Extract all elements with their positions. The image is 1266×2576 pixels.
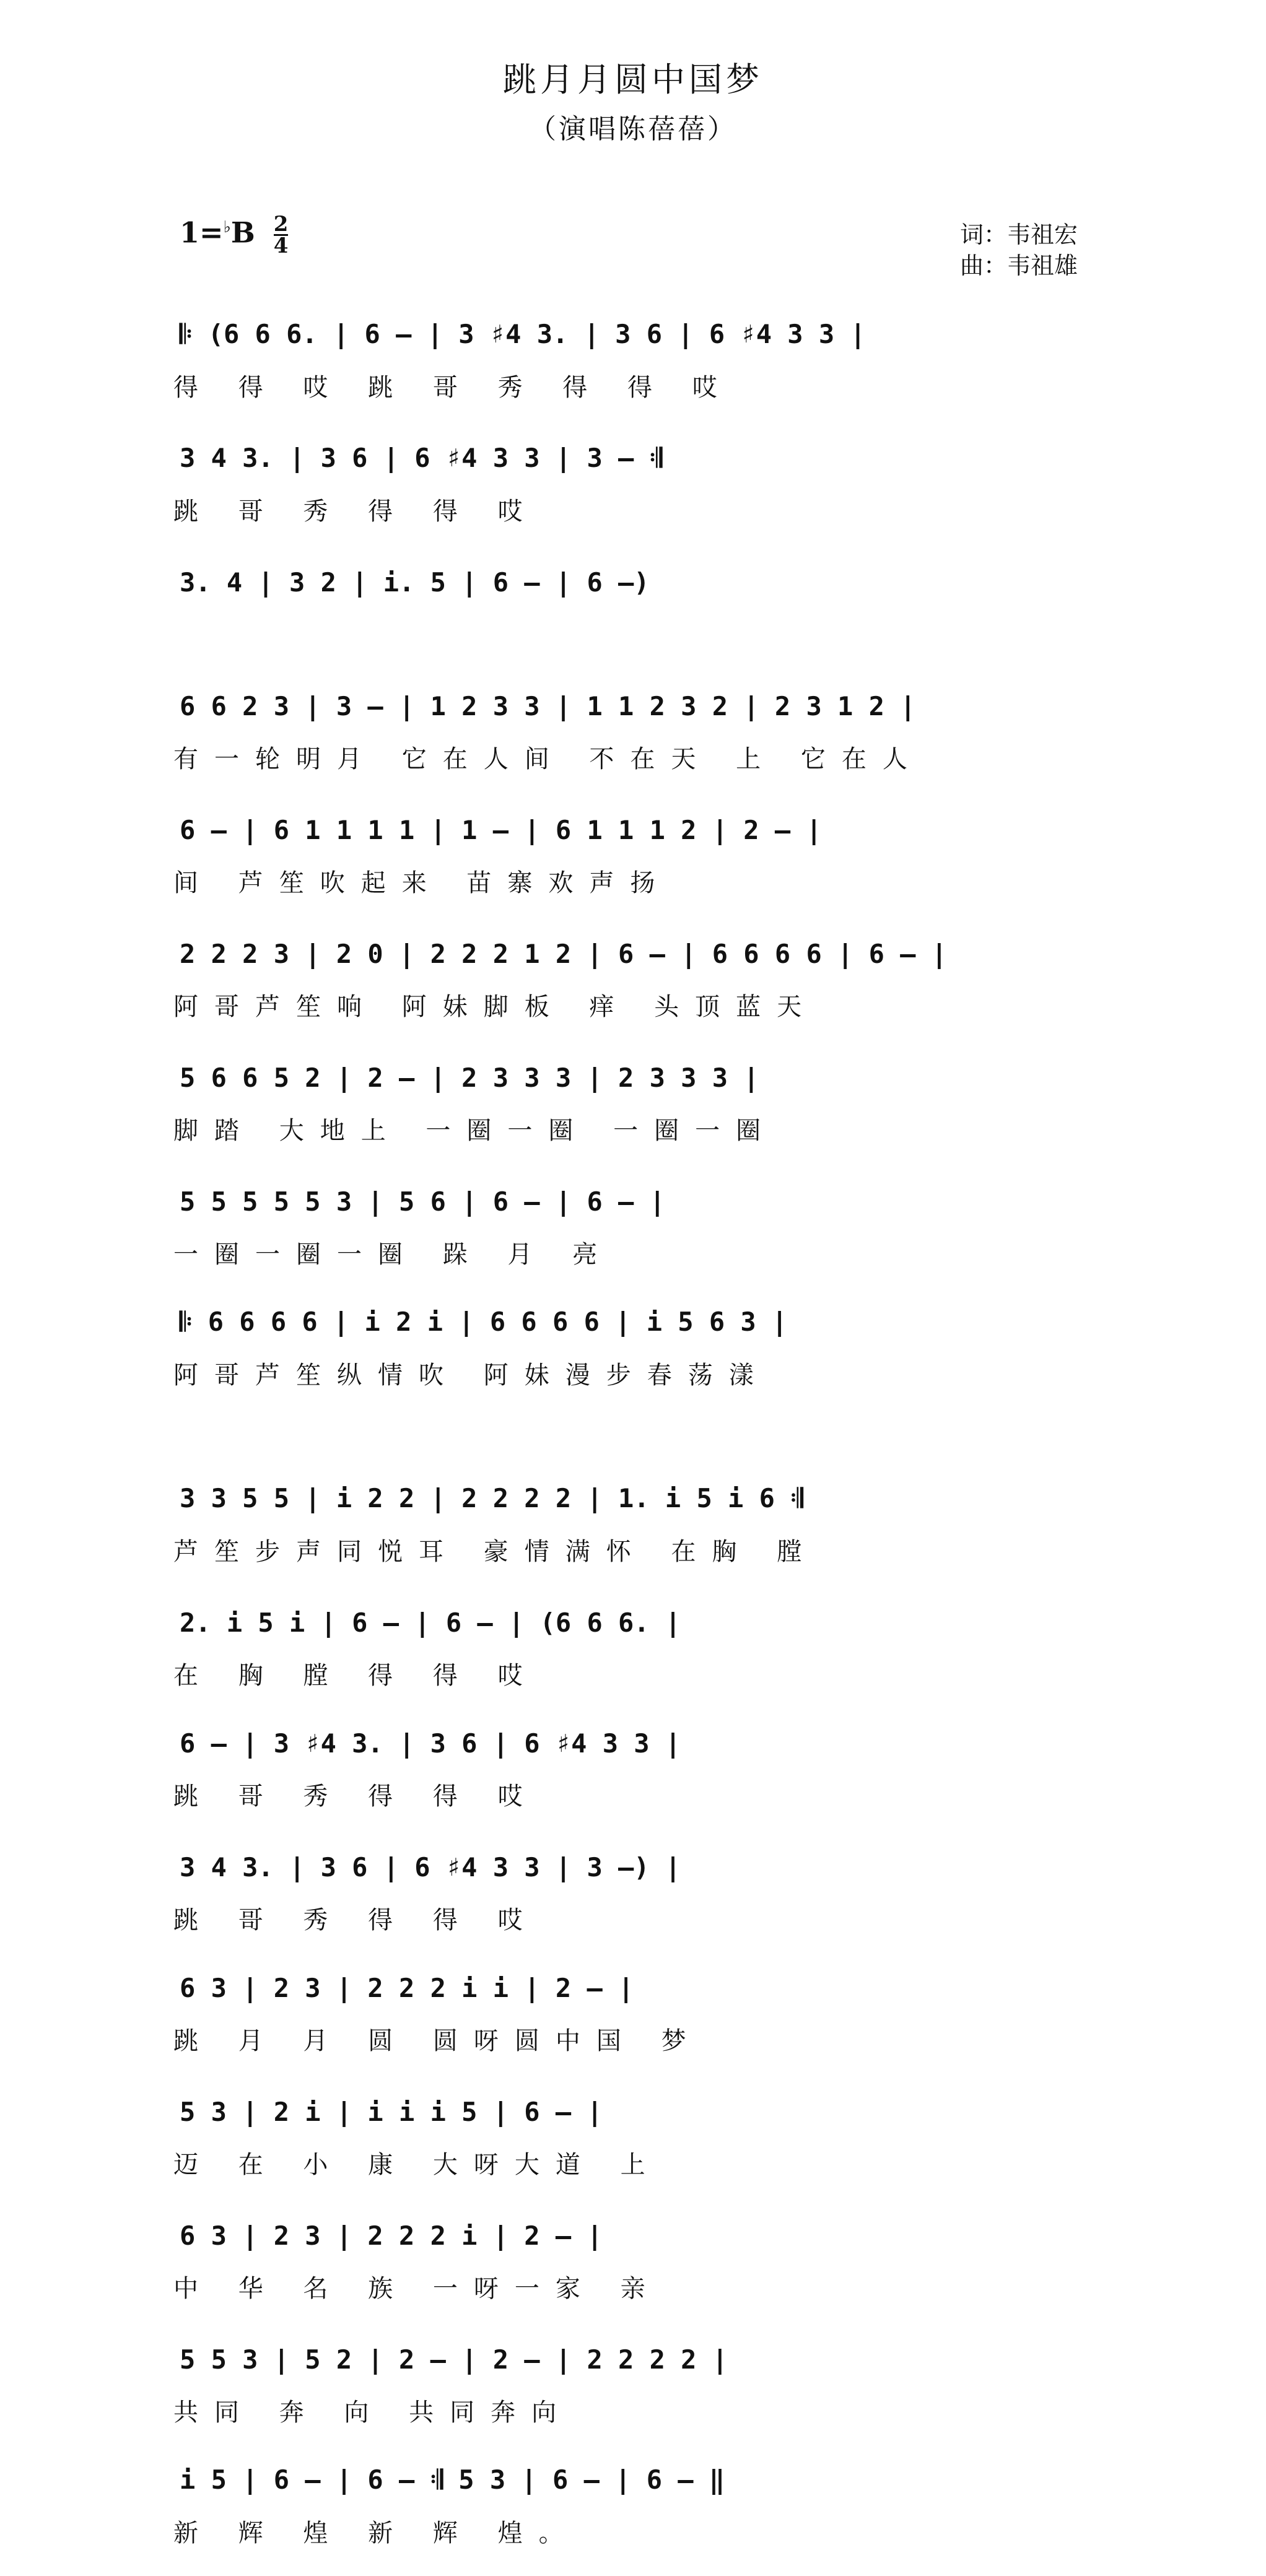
lyric-row: 中 华 名 族 一呀一家 亲	[173, 2274, 661, 2303]
lyric-row: 有一轮明月 它在人间 不在天 上 它在人	[173, 745, 923, 773]
lyric-row: 共同 奔 向 共同奔向	[173, 2398, 573, 2427]
notation-row: 3 4 3. | 3 6 | 6 ♯4 3 3 | 3 – 𝄇	[180, 443, 662, 473]
notation-row: 6 3 | 2 3 | 2 2 2 i i | 2 – |	[180, 1972, 634, 2003]
lyric-row: 跳 月 月 圆 圆呀圆中国 梦	[173, 2027, 702, 2055]
lyric-row: 脚踏 大地上 一圈一圈 一圈一圈	[173, 1116, 777, 1145]
song-subtitle: （演唱陈蓓蓓）	[529, 113, 737, 145]
time-numerator: 2	[273, 212, 289, 237]
lyric-row: 芦笙步声同悦耳 豪情满怀 在胸 膛	[173, 1538, 818, 1566]
lyric-row: 间 芦笙吹起来 苗寨欢声扬	[173, 869, 671, 897]
notation-row: 2 2 2 3 | 2 0 | 2 2 2 1 2 | 6 – | 6 6 6 6 | 6 – |	[180, 938, 948, 969]
lyric-row: 新 辉 煌 新 辉 煌。	[173, 2519, 580, 2548]
notation-row: 3 3 5 5 | i 2 2 | 2 2 2 2 | 1. i 5 i 6 𝄇	[180, 1483, 803, 1513]
lyric-row: 一圈一圈一圈 跺 月 亮	[173, 1240, 614, 1269]
notation-row: 5 5 5 5 5 3 | 5 6 | 6 – | 6 – |	[180, 1186, 665, 1217]
lyric-row: 在 胸 膛 得 得 哎	[173, 1661, 539, 1690]
lyric-row: 跳 哥 秀 得 得 哎	[173, 497, 539, 526]
notation-row: i 5 | 6 – | 6 – 𝄇 5 3 | 6 – | 6 – ‖	[180, 2465, 725, 2495]
notation-row: 6 6 2 3 | 3 – | 1 2 3 3 | 1 1 2 3 2 | 2 3 1 2 |	[180, 690, 916, 721]
lyric-row: 迈 在 小 康 大呀大道 上	[173, 2151, 661, 2179]
lyric-row: 阿哥芦笙响 阿妹脚板 痒 头顶蓝天	[173, 993, 818, 1021]
notation-row: 𝄆 6 6 6 6 | i 2 i | 6 6 6 6 | i 5 6 3 |	[180, 1307, 788, 1337]
notation-row: 3 4 3. | 3 6 | 6 ♯4 3 3 | 3 –) |	[180, 1852, 681, 1882]
notation-row: 6 – | 3 ♯4 3. | 3 6 | 6 ♯4 3 3 |	[180, 1728, 681, 1759]
notation-row: 6 3 | 2 3 | 2 2 2 i | 2 – |	[180, 2220, 603, 2251]
notation-row: 𝄆 (6 6 6. | 6 – | 3 ♯4 3. | 3 6 | 6 ♯4 3 3 |	[180, 319, 866, 349]
time-signature	[274, 214, 289, 256]
key-note: B	[230, 215, 255, 250]
lyric-row: 跳 哥 秀 得 得 哎	[173, 1906, 539, 1934]
notation-row: 3. 4 | 3 2 | i. 5 | 6 – | 6 –)	[180, 567, 650, 598]
time-denominator: 4	[273, 233, 289, 258]
lyricist: 词：韦祖宏	[960, 221, 1078, 248]
lyric-row: 得 得 哎 跳 哥 秀 得 得 哎	[173, 373, 733, 402]
lyric-row: 跳 哥 秀 得 得 哎	[173, 1782, 539, 1811]
composer: 曲：韦祖雄	[960, 252, 1078, 279]
notation-row: 5 3 | 2 i | i i i 5 | 6 – |	[180, 2096, 603, 2127]
key-prefix: 1=	[180, 215, 224, 250]
song-title: 跳月月圆中国梦	[503, 60, 763, 99]
notation-row: 2. i 5 i | 6 – | 6 – | (6 6 6. |	[180, 1607, 681, 1638]
key-signature	[180, 214, 288, 256]
lyric-row: 阿哥芦笙纵情吹 阿妹漫步春荡漾	[173, 1361, 770, 1390]
notation-row: 6 – | 6 1 1 1 1 | 1 – | 6 1 1 1 2 | 2 – |	[180, 814, 822, 845]
credits	[960, 219, 1078, 281]
flat-sign: ♭	[223, 218, 231, 237]
notation-row: 5 6 6 5 2 | 2 – | 2 3 3 3 | 2 3 3 3 |	[180, 1062, 759, 1093]
notation-row: 5 5 3 | 5 2 | 2 – | 2 – | 2 2 2 2 |	[180, 2344, 728, 2375]
